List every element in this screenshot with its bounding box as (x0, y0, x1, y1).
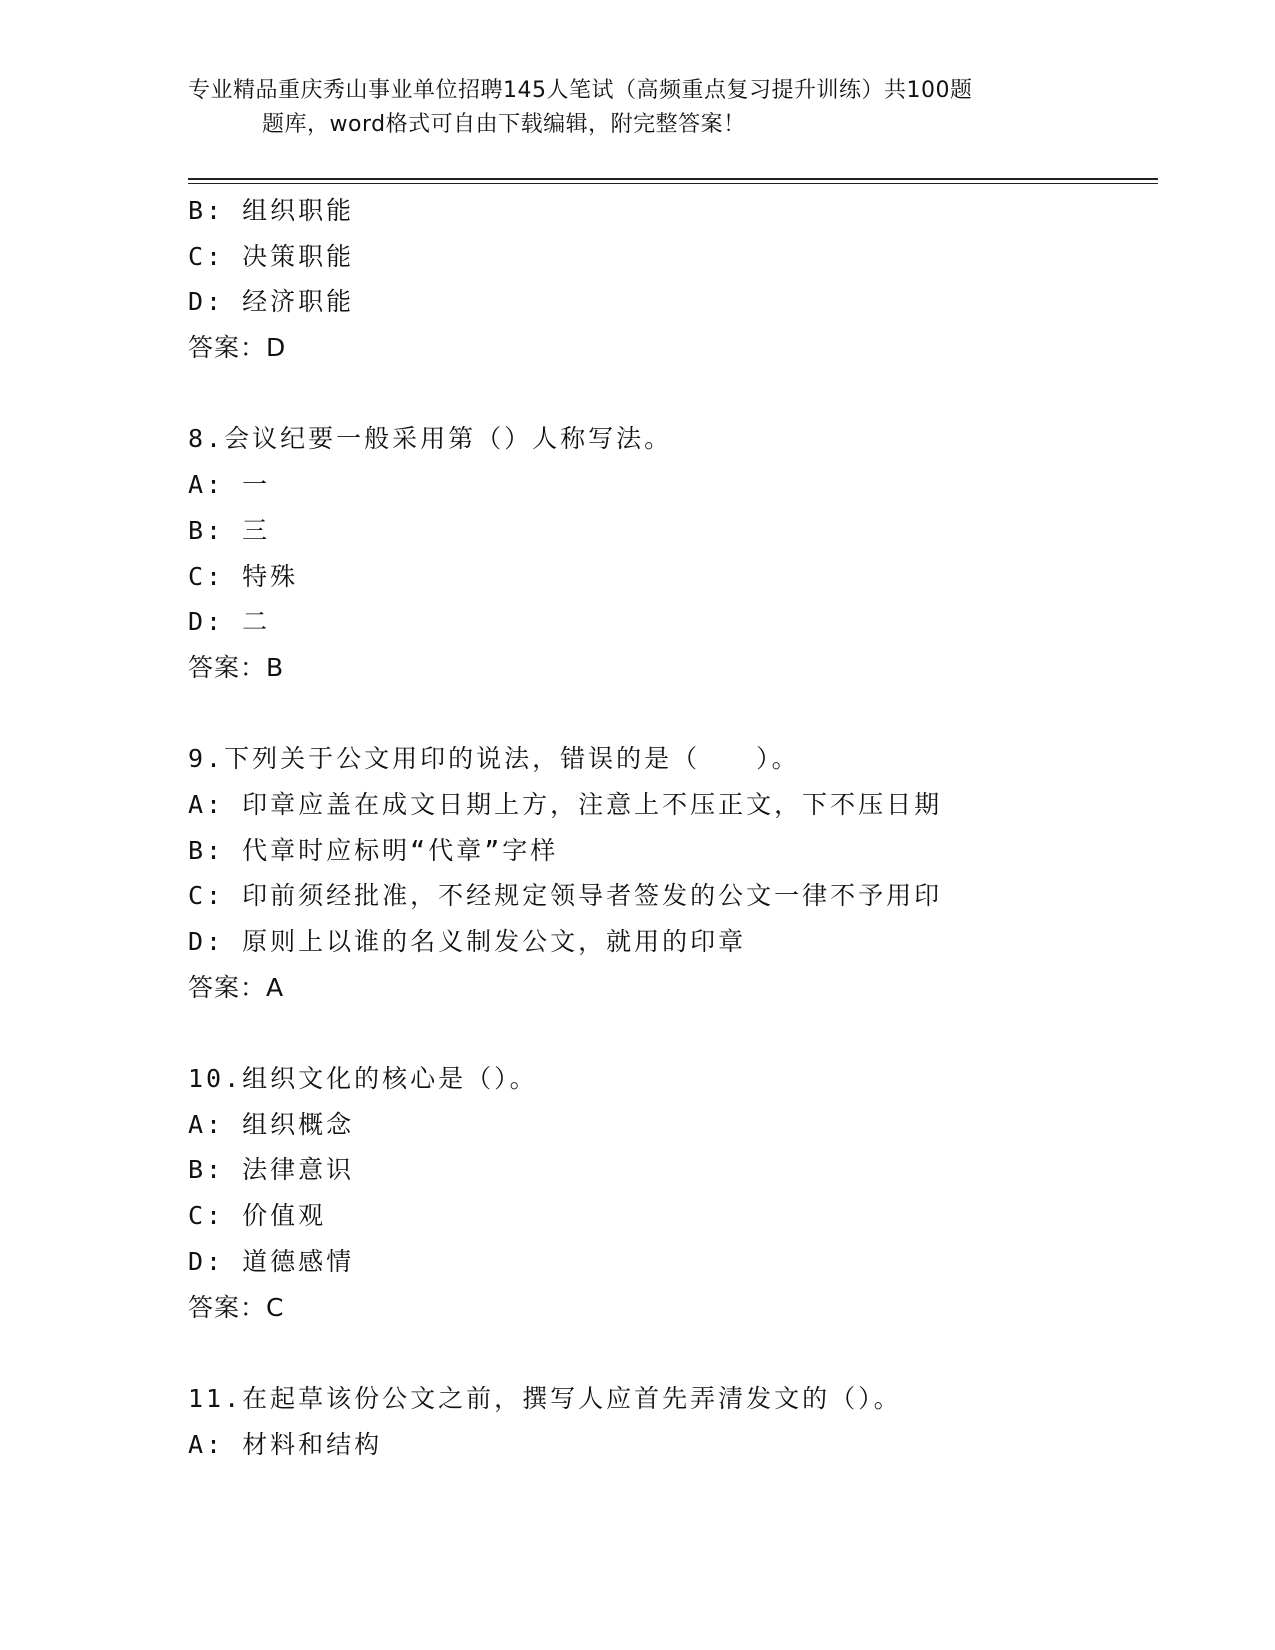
question-stem: 8.会议纪要一般采用第（）人称写法。 (188, 424, 673, 454)
option-c: C: 决策职能 (188, 241, 355, 271)
header-title-line2: 题库，word格式可自由下载编辑，附完整答案！ (262, 112, 746, 137)
header-title-line1: 专业精品重庆秀山事业单位招聘145人笔试（高频重点复习提升训练）共100题 (188, 78, 973, 103)
option-a: A: 材料和结构 (188, 1429, 383, 1459)
header-rule-thin (188, 183, 1158, 184)
option-d: D: 经济职能 (188, 287, 355, 317)
spacer (188, 1010, 1158, 1056)
option-c: C: 特殊 (188, 561, 299, 591)
option-b: B: 代章时应标明“代章”字样 (188, 835, 559, 865)
spacer (188, 1330, 1158, 1376)
option-d: D: 二 (188, 607, 271, 637)
option-b: B: 三 (188, 515, 271, 545)
option-b: B: 法律意识 (188, 1155, 355, 1185)
option-d: D: 原则上以谁的名义制发公文，就用的印章 (188, 927, 747, 956)
option-c: C: 印前须经批准，不经规定领导者签发的公文一律不予用印 (188, 881, 943, 911)
spacer (188, 691, 1158, 737)
answer: 答案：D (188, 333, 287, 363)
question-stem: 11.在起草该份公文之前，撰写人应首先弄清发文的（）。 (188, 1383, 902, 1413)
question-stem: 9.下列关于公文用印的说法，错误的是（ ）。 (188, 744, 800, 774)
question-10 (188, 1056, 1158, 1330)
option-c: C: 价值观 (188, 1201, 327, 1231)
option-a: A: 组织概念 (188, 1109, 355, 1139)
option-d: D: 道德感情 (188, 1246, 355, 1276)
answer: 答案：A (188, 972, 285, 1002)
answer: 答案：C (188, 1292, 285, 1322)
answer: 答案：B (188, 652, 285, 682)
question-9 (188, 736, 1158, 1010)
question-stem: 10.组织文化的核心是（）。 (188, 1064, 538, 1094)
header-rule-thick (188, 178, 1158, 180)
option-a: A: 一 (188, 470, 271, 500)
option-a: A: 印章应盖在成文日期上方，注意上不压正文，下不压日期 (188, 789, 943, 819)
question-11 (188, 1376, 1158, 1467)
question-list (188, 188, 1158, 1467)
question-7 (188, 188, 1158, 371)
option-b: B: 组织职能 (188, 196, 355, 225)
document-header (188, 74, 1108, 142)
question-8 (188, 416, 1158, 690)
spacer (188, 371, 1158, 417)
